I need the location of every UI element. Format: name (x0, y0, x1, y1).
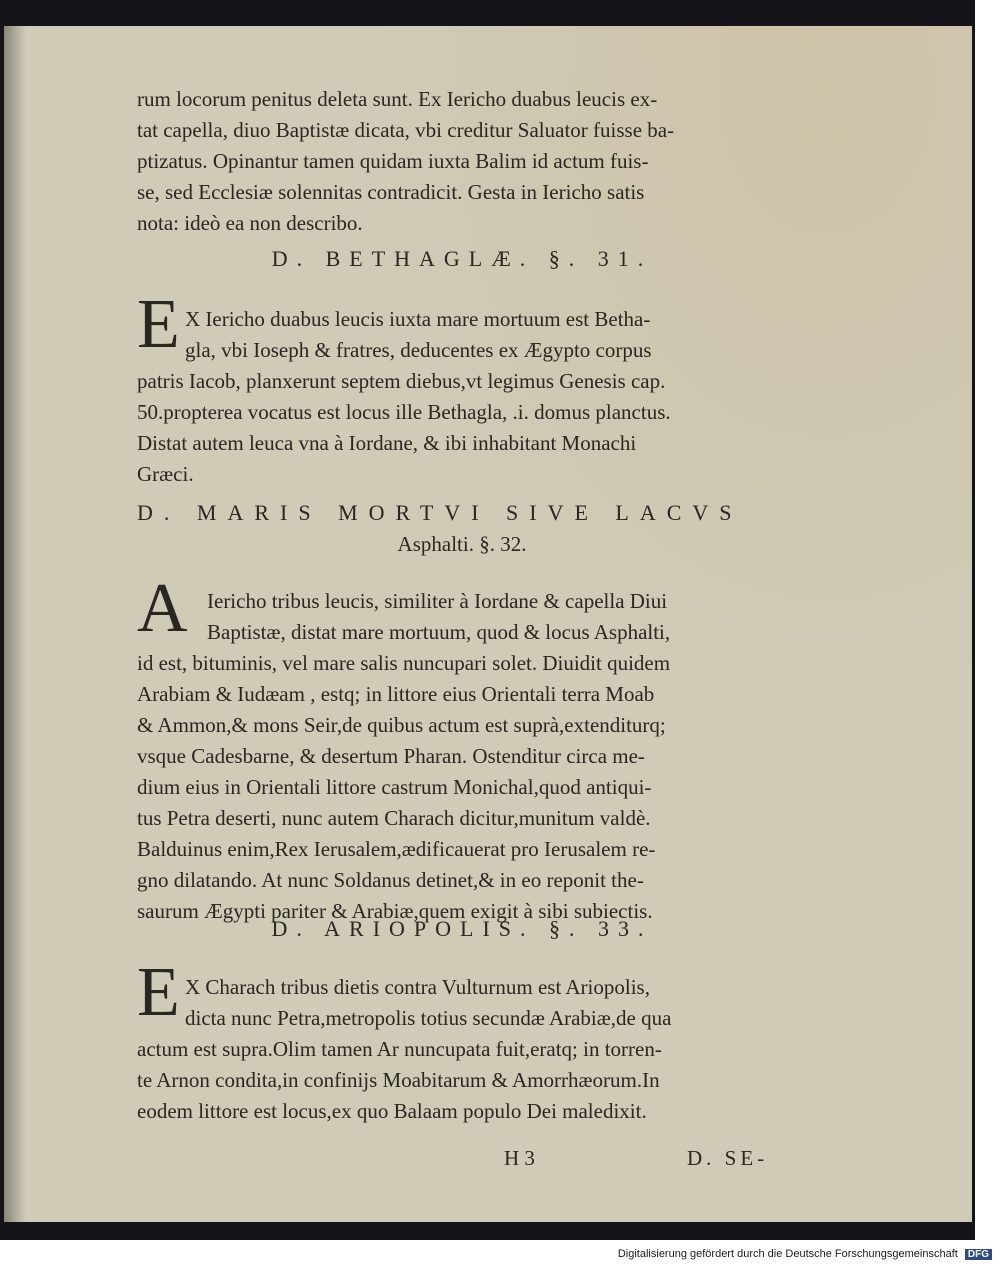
drop-capital: E (137, 954, 180, 1031)
section-heading: D. BETHAGLÆ. §. 31. (271, 246, 653, 271)
catchword: D. SE- (687, 1146, 769, 1170)
text-line: Arabiam & Iudæam , estq; in littore eius Orientali terra Moab (137, 682, 655, 706)
text-line: eodem littore est locus,ex quo Balaam populo Dei maledixit. (137, 1099, 647, 1123)
text-line: actum est supra.Olim tamen Ar nuncupata fuit,eratq; in torren- (137, 1037, 662, 1061)
digitization-footer (618, 1248, 992, 1260)
text-line: se, sed Ecclesiæ solennitas contradicit. Gesta in Iericho satis (137, 180, 645, 204)
text-line: X Charach tribus dietis contra Vulturnum est Ariopolis, (185, 975, 650, 999)
dfg-logo: DFG (965, 1249, 992, 1260)
text-line: & Ammon,& mons Seir,de quibus actum est suprà,extenditurq; (137, 713, 666, 737)
text-line: dium eius in Orientali littore castrum Monichal,quod antiqui- (137, 775, 652, 799)
text-line: X Iericho duabus leucis iuxta mare mortuum est Betha- (185, 307, 651, 331)
text-line: ptizatus. Opinantur tamen quidam iuxta Balim id actum fuis- (137, 149, 649, 173)
text-line: Distat autem leuca vna à Iordane, & ibi inhabitant Monachi (137, 431, 637, 455)
section-paragraph (137, 972, 787, 1127)
text-line: Iericho tribus leucis, similiter à Iordane & capella Diui (207, 589, 668, 613)
text-line: tus Petra deserti, nunc autem Charach dicitur,munitum valdè. (137, 806, 651, 830)
drop-capital: E (137, 286, 180, 363)
text-line: tat capella, diuo Baptistæ dicata, vbi creditur Saluator fuisse ba- (137, 118, 675, 142)
text-line: Baptistæ, distat mare mortuum, quod & locus Asphalti, (207, 620, 671, 644)
text-line: nota: ideò ea non describo. (137, 211, 363, 235)
text-line: saurum Ægypti pariter & Arabiæ,quem exigit à sibi subiectis. (137, 899, 653, 923)
text-line: dicta nunc Petra,metropolis totius secundæ Arabiæ,de qua (185, 1006, 672, 1030)
section-subheading: Asphalti. §. 32. (397, 532, 527, 556)
text-line: te Arnon condita,in confinijs Moabitarum & Amorrhæorum.In (137, 1068, 660, 1092)
text-line: gla, vbi Ioseph & fratres, deducentes ex Ægypto corpus (185, 338, 652, 362)
text-line: patris Iacob, planxerunt septem diebus,vt legimus Genesis cap. (137, 369, 666, 393)
intro-paragraph (137, 84, 787, 239)
text-line: Græci. (137, 462, 194, 486)
text-line: gno dilatando. At nunc Soldanus detinet,& in eo reponit the- (137, 868, 644, 892)
page-binding-shadow (4, 26, 26, 1222)
book-page (4, 26, 972, 1222)
text-line: vsque Cadesbarne, & desertum Pharan. Ostenditur circa me- (137, 744, 645, 768)
text-line: rum locorum penitus deleta sunt. Ex Iericho duabus leucis ex- (137, 87, 658, 111)
footer-text: Digitalisierung gefördert durch die Deutsche Forschungsgemeinschaft (617, 1248, 958, 1260)
text-line: id est, bituminis, vel mare salis nuncupari solet. Diuidit quidem (137, 651, 671, 675)
section-paragraph (137, 586, 787, 927)
section-paragraph (137, 304, 787, 490)
signature-mark: H 3 (504, 1146, 535, 1170)
text-line: Balduinus enim,Rex Ierusalem,ædificauerat pro Ierusalem re- (137, 837, 656, 861)
section-heading: D. ARIOPOLIS. §. 33. (271, 916, 653, 941)
section-heading: D. MARIS MORTVI SIVE LACVS (137, 500, 743, 525)
text-line: 50.propterea vocatus est locus ille Bethagla, .i. domus planctus. (137, 400, 671, 424)
drop-capital: A (137, 570, 188, 647)
